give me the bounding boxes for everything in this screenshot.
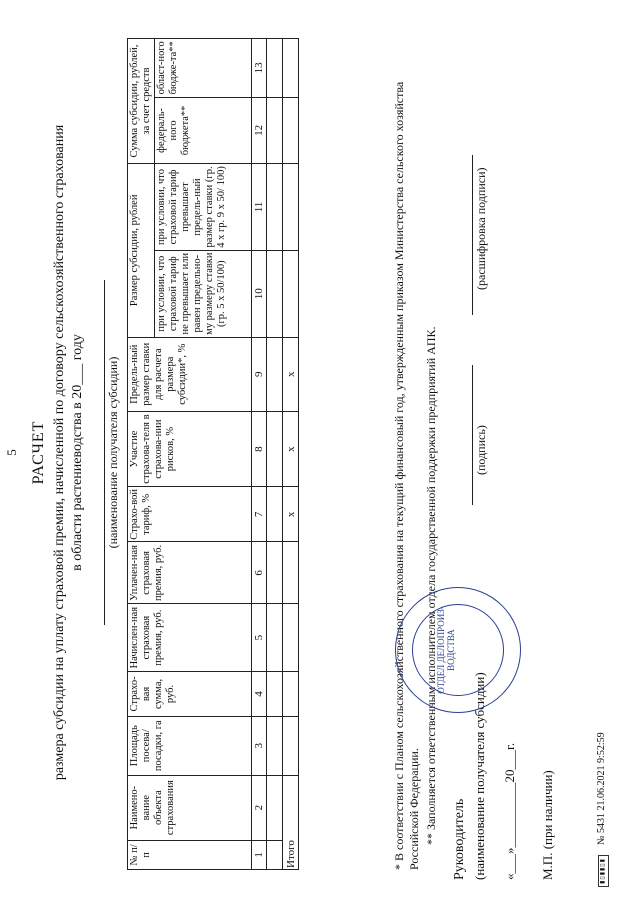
- document-subtitle: размера субсидии на уплату страховой премии, начисленной по договору сельскохозяйственного страхования: [52, 124, 67, 781]
- header-subsidy-size: Размер субсидии, рублей: [128, 164, 155, 337]
- col-number: 4: [252, 671, 267, 716]
- document-title: РАСЧЕТ: [30, 420, 47, 485]
- footnote-2: ** Заполняется ответственным исполнителем отдела государственной поддержки предприятий АПК.: [424, 326, 438, 845]
- official-stamp: [395, 587, 521, 713]
- registration-number: № 5431 21.06.2021 9:52:59: [596, 732, 607, 845]
- head-recipient-caption: (наименование получателя субсидии): [472, 672, 487, 880]
- signature-line: [472, 365, 473, 505]
- total-x: x: [283, 337, 299, 411]
- mp-label: М.П. (при наличии): [540, 770, 555, 880]
- decoding-line: [472, 155, 473, 315]
- col-number: 12: [252, 97, 267, 163]
- col-number: 6: [252, 542, 267, 604]
- total-row: [283, 39, 299, 870]
- recipient-caption: (наименование получателя субсидии): [106, 356, 120, 549]
- subsidy-table: [127, 38, 299, 870]
- header-federal: федераль-ного бюджета**: [155, 97, 252, 163]
- header-sum-insured: Страхо-вая сумма, руб.: [128, 671, 252, 716]
- signature-caption: (подпись): [474, 425, 488, 475]
- col-number: 2: [252, 775, 267, 840]
- total-x: x: [283, 411, 299, 486]
- page-number: 5: [4, 449, 19, 456]
- header-participation: Участие страхова-теля в страхова-нии рисков, %: [128, 411, 252, 486]
- col-number: 13: [252, 39, 267, 98]
- col-number: 8: [252, 411, 267, 486]
- col-number: 9: [252, 337, 267, 411]
- recipient-underline: [104, 280, 105, 625]
- header-paid-premium: Уплачен-ная страховая премия, руб.: [128, 542, 252, 604]
- column-number-row: [252, 39, 267, 870]
- header-regional: област-ного бюдже-та**: [155, 39, 252, 98]
- col-number: 7: [252, 487, 267, 542]
- stamp-text: ОТДЕЛ ДЕЛОПРОИЗ-ВОДСТВА: [436, 606, 456, 694]
- col-number: 5: [252, 604, 267, 672]
- decoding-caption: (расшифровка подписи): [474, 167, 488, 290]
- empty-data-row: [267, 39, 283, 870]
- header-object: Наимено-вание объекта страхования: [128, 775, 252, 840]
- document-subtitle-year: в области растениеводства в 20___ году: [70, 334, 85, 571]
- col-number: 10: [252, 250, 267, 337]
- header-row-1: [128, 39, 155, 870]
- date-line: «___»__________20___г.: [502, 742, 517, 880]
- col-number: 1: [252, 840, 267, 869]
- head-label: Руководитель: [452, 798, 467, 880]
- footnote-1: * В соответствии с Планом сельскохозяйственного страхования на текущий финансовый год, утвержденным приказом Министерства сельского хозяйства Российской Федерации.: [392, 81, 421, 870]
- header-accrued-premium: Начислен-ная страховая премия, руб.: [128, 604, 252, 672]
- header-area: Площадь посева/ посадки, га: [128, 716, 252, 775]
- header-above-rate: при условии, что страховой тариф превышает предель-ный размер ставки (гр. 4 х гр. 9 х 50/ 100): [155, 164, 252, 251]
- header-subsidy-sum: Сумма субсидии, рублей, за счет средств: [128, 39, 155, 164]
- header-within-rate: при условии, что страховой тариф не превышает или равен предельно-му размеру ставки (гр. 5 х 50/100): [155, 250, 252, 337]
- total-label: Итого: [283, 775, 299, 869]
- col-number: 3: [252, 716, 267, 775]
- header-max-rate: Предель-ный размер ставки для расчета размера субсидии*, %: [128, 337, 252, 411]
- col-number: 11: [252, 164, 267, 251]
- barcode-icon: ▮▯▮▮▯▮: [598, 855, 609, 887]
- header-tariff: Страхо-вой тариф, %: [128, 487, 252, 542]
- header-no: № п/п: [128, 840, 252, 869]
- total-x: x: [283, 487, 299, 542]
